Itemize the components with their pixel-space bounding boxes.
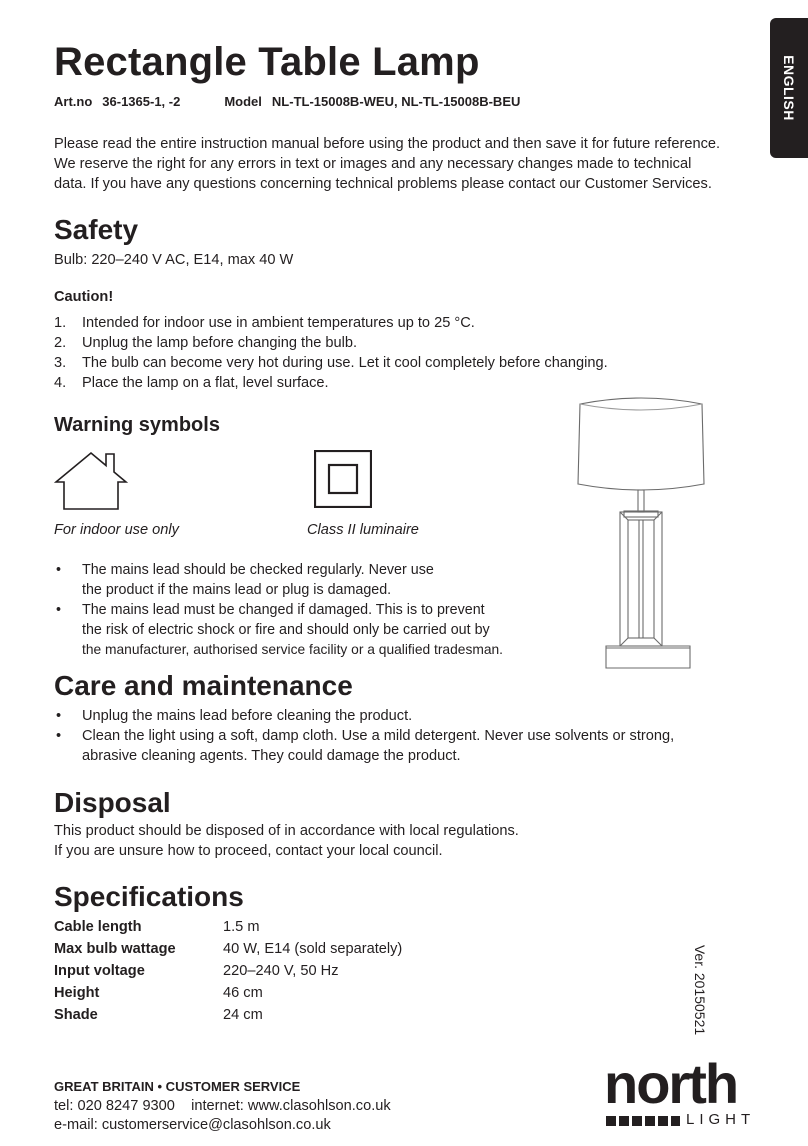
spec-label: Height bbox=[54, 985, 100, 1001]
logo-bars bbox=[606, 1116, 680, 1126]
caution-number: 4. bbox=[54, 375, 67, 391]
spec-label: Cable length bbox=[54, 919, 142, 935]
disposal-line: If you are unsure how to proceed, contact your local council. bbox=[54, 843, 443, 859]
caution-item bbox=[54, 313, 694, 333]
spec-value: 220–240 V, 50 Hz bbox=[223, 963, 339, 979]
language-tab bbox=[770, 18, 808, 158]
art-value: 36-1365-1, -2 bbox=[102, 94, 181, 109]
caution-number: 2. bbox=[54, 335, 67, 351]
spec-value: 1.5 m bbox=[223, 919, 260, 935]
spec-label: Input voltage bbox=[54, 963, 145, 979]
version-label: Ver. 20150521 bbox=[692, 944, 708, 1036]
spec-row bbox=[54, 982, 402, 1004]
spec-row bbox=[54, 938, 402, 960]
caution-number: 3. bbox=[54, 355, 67, 371]
footer-email-line: e-mail: customerservice@clasohlson.co.uk bbox=[54, 1117, 331, 1133]
disposal-text bbox=[54, 821, 519, 861]
spec-value: 24 cm bbox=[223, 1007, 263, 1023]
table-lamp-illustration bbox=[576, 394, 706, 684]
spec-label: Max bulb wattage bbox=[54, 941, 176, 957]
intro-line: We reserve the right for any errors in text or images and any necessary changes made to technical bbox=[54, 156, 692, 172]
bullet-line: Unplug the mains lead before cleaning the product. bbox=[82, 708, 413, 724]
warning-bullet bbox=[54, 600, 534, 660]
bullet-line: the risk of electric shock or fire and should only be carried out by bbox=[82, 622, 490, 638]
language-tab-label: ENGLISH bbox=[781, 55, 797, 121]
logo-wordmark: north bbox=[604, 1052, 738, 1115]
page-title: Rectangle Table Lamp bbox=[54, 40, 480, 84]
bullet-line: Clean the light using a soft, damp cloth. Use a mild detergent. Never use solvents or strong, bbox=[82, 728, 675, 744]
caution-text: Intended for indoor use in ambient temperatures up to 25 °C. bbox=[82, 315, 475, 331]
bulb-spec: Bulb: 220–240 V AC, E14, max 40 W bbox=[54, 252, 294, 268]
care-bullet bbox=[54, 706, 754, 726]
caution-item bbox=[54, 333, 694, 353]
caution-text: Unplug the lamp before changing the bulb. bbox=[82, 335, 358, 351]
specifications-table bbox=[54, 916, 402, 1026]
caution-text: Place the lamp on a flat, level surface. bbox=[82, 375, 329, 391]
caution-text: The bulb can become very hot during use. Let it cool completely before changing. bbox=[82, 355, 608, 371]
bullet-line: the manufacturer, authorised service facility or a qualified tradesman. bbox=[82, 642, 504, 657]
spec-row bbox=[54, 1004, 402, 1026]
bullet-line: The mains lead must be changed if damaged. This is to prevent bbox=[82, 602, 485, 618]
class-ii-caption: Class II luminaire bbox=[307, 522, 419, 538]
intro-line: data. If you have any questions concerning technical problems please contact our Customer Services. bbox=[54, 176, 712, 192]
indoor-use-caption: For indoor use only bbox=[54, 522, 179, 538]
art-label: Art.no bbox=[54, 94, 93, 109]
warning-bullet bbox=[54, 560, 534, 600]
specifications-heading: Specifications bbox=[54, 881, 244, 912]
caution-item bbox=[54, 353, 694, 373]
article-number-line bbox=[54, 94, 520, 109]
care-bullet bbox=[54, 726, 754, 766]
class-ii-double-square-icon bbox=[314, 450, 372, 508]
caution-list bbox=[54, 313, 694, 393]
spec-value: 40 W, E14 (sold separately) bbox=[223, 941, 403, 957]
bullet-line: The mains lead should be checked regularly. Never use bbox=[82, 562, 434, 578]
footer-heading: GREAT BRITAIN • CUSTOMER SERVICE bbox=[54, 1079, 301, 1094]
intro-paragraph bbox=[54, 134, 754, 194]
disposal-heading: Disposal bbox=[54, 787, 171, 818]
bullet-line: abrasive cleaning agents. They could damage the product. bbox=[82, 748, 461, 764]
footer-contact-line: tel: 020 8247 9300 internet: www.clasohlson.co.uk bbox=[54, 1098, 391, 1114]
caution-number: 1. bbox=[54, 315, 67, 331]
indoor-use-house-icon bbox=[54, 450, 128, 512]
caution-item bbox=[54, 373, 694, 393]
spec-label: Shade bbox=[54, 1007, 98, 1023]
spec-row bbox=[54, 960, 402, 982]
care-heading: Care and maintenance bbox=[54, 670, 353, 701]
logo-subtext: LIGHT bbox=[686, 1111, 756, 1128]
spec-row bbox=[54, 916, 402, 938]
safety-heading: Safety bbox=[54, 214, 139, 245]
bullet-line: the product if the mains lead or plug is damaged. bbox=[82, 582, 392, 598]
warning-bullets bbox=[54, 560, 534, 660]
warning-symbols-heading: Warning symbols bbox=[54, 414, 220, 436]
spec-value: 46 cm bbox=[223, 985, 263, 1001]
model-value: NL-TL-15008B-WEU, NL-TL-15008B-BEU bbox=[271, 94, 521, 109]
north-light-logo bbox=[604, 1052, 756, 1132]
care-bullets bbox=[54, 706, 754, 766]
caution-heading: Caution! bbox=[54, 289, 114, 305]
intro-line: Please read the entire instruction manual before using the product and then save it for future reference. bbox=[54, 136, 721, 152]
model-label: Model bbox=[224, 94, 262, 109]
disposal-line: This product should be disposed of in accordance with local regulations. bbox=[54, 823, 519, 839]
